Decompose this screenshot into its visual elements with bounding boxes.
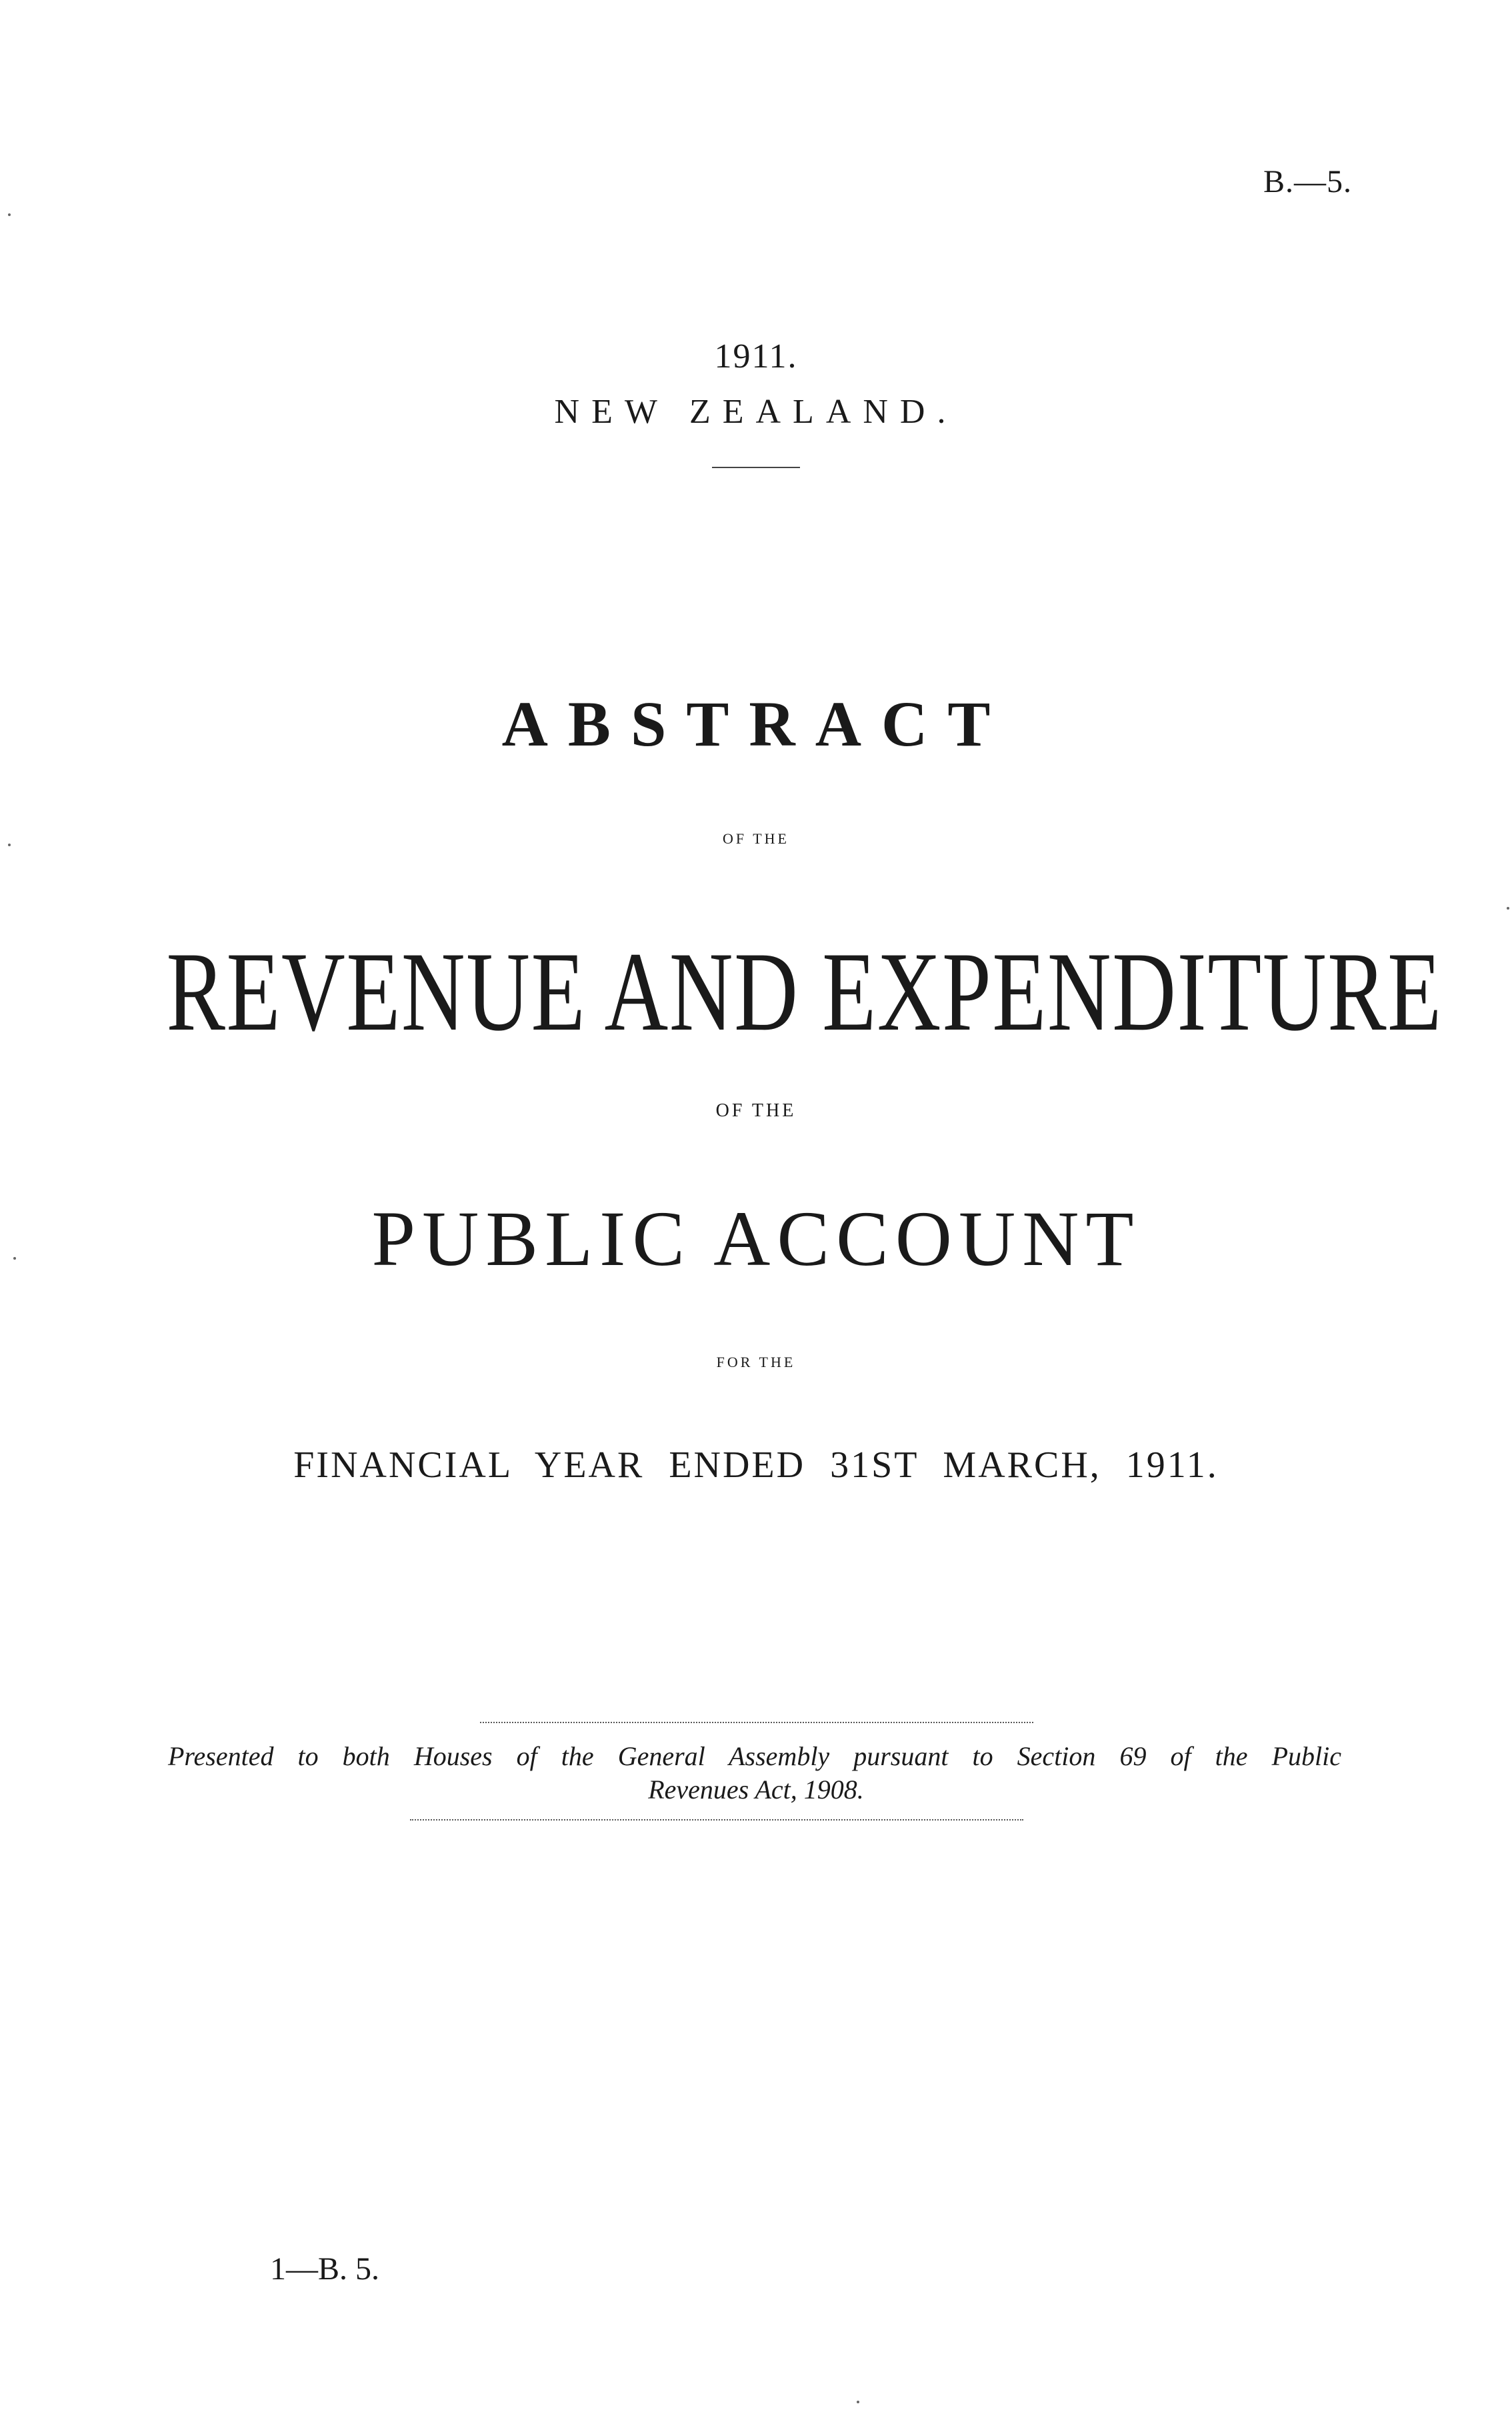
scan-speck [8,213,11,216]
dotted-rule [410,1819,1023,1820]
presentation-note-continued: Revenues Act, 1908. [648,1774,864,1804]
sheet-number: 1—B. 5. [270,2251,380,2287]
presentation-note: Presented to both Houses of the General Assembly pursuant to Section 69 of the Public [168,1741,1341,1771]
year: 1911. [714,337,798,375]
connector-text: FOR THE [716,1354,796,1370]
scan-speck [8,844,11,846]
account-heading: PUBLIC ACCOUNT [371,1195,1141,1282]
scan-speck [857,2401,859,2403]
country-heading: NEW ZEALAND. [554,393,958,431]
short-rule [712,467,800,468]
period-heading: FINANCIAL YEAR ENDED 31ST MARCH, 1911. [293,1444,1219,1486]
connector-text: OF THE [723,830,789,847]
scan-speck [13,1257,16,1260]
main-title: ABSTRACT [501,688,1011,760]
dotted-rule [480,1722,1033,1723]
connector-text: OF THE [715,1100,797,1121]
subject-heading: REVENUE AND EXPENDITURE [166,929,1443,1054]
scan-speck [1507,907,1509,910]
document-reference: B.—5. [1263,164,1352,199]
